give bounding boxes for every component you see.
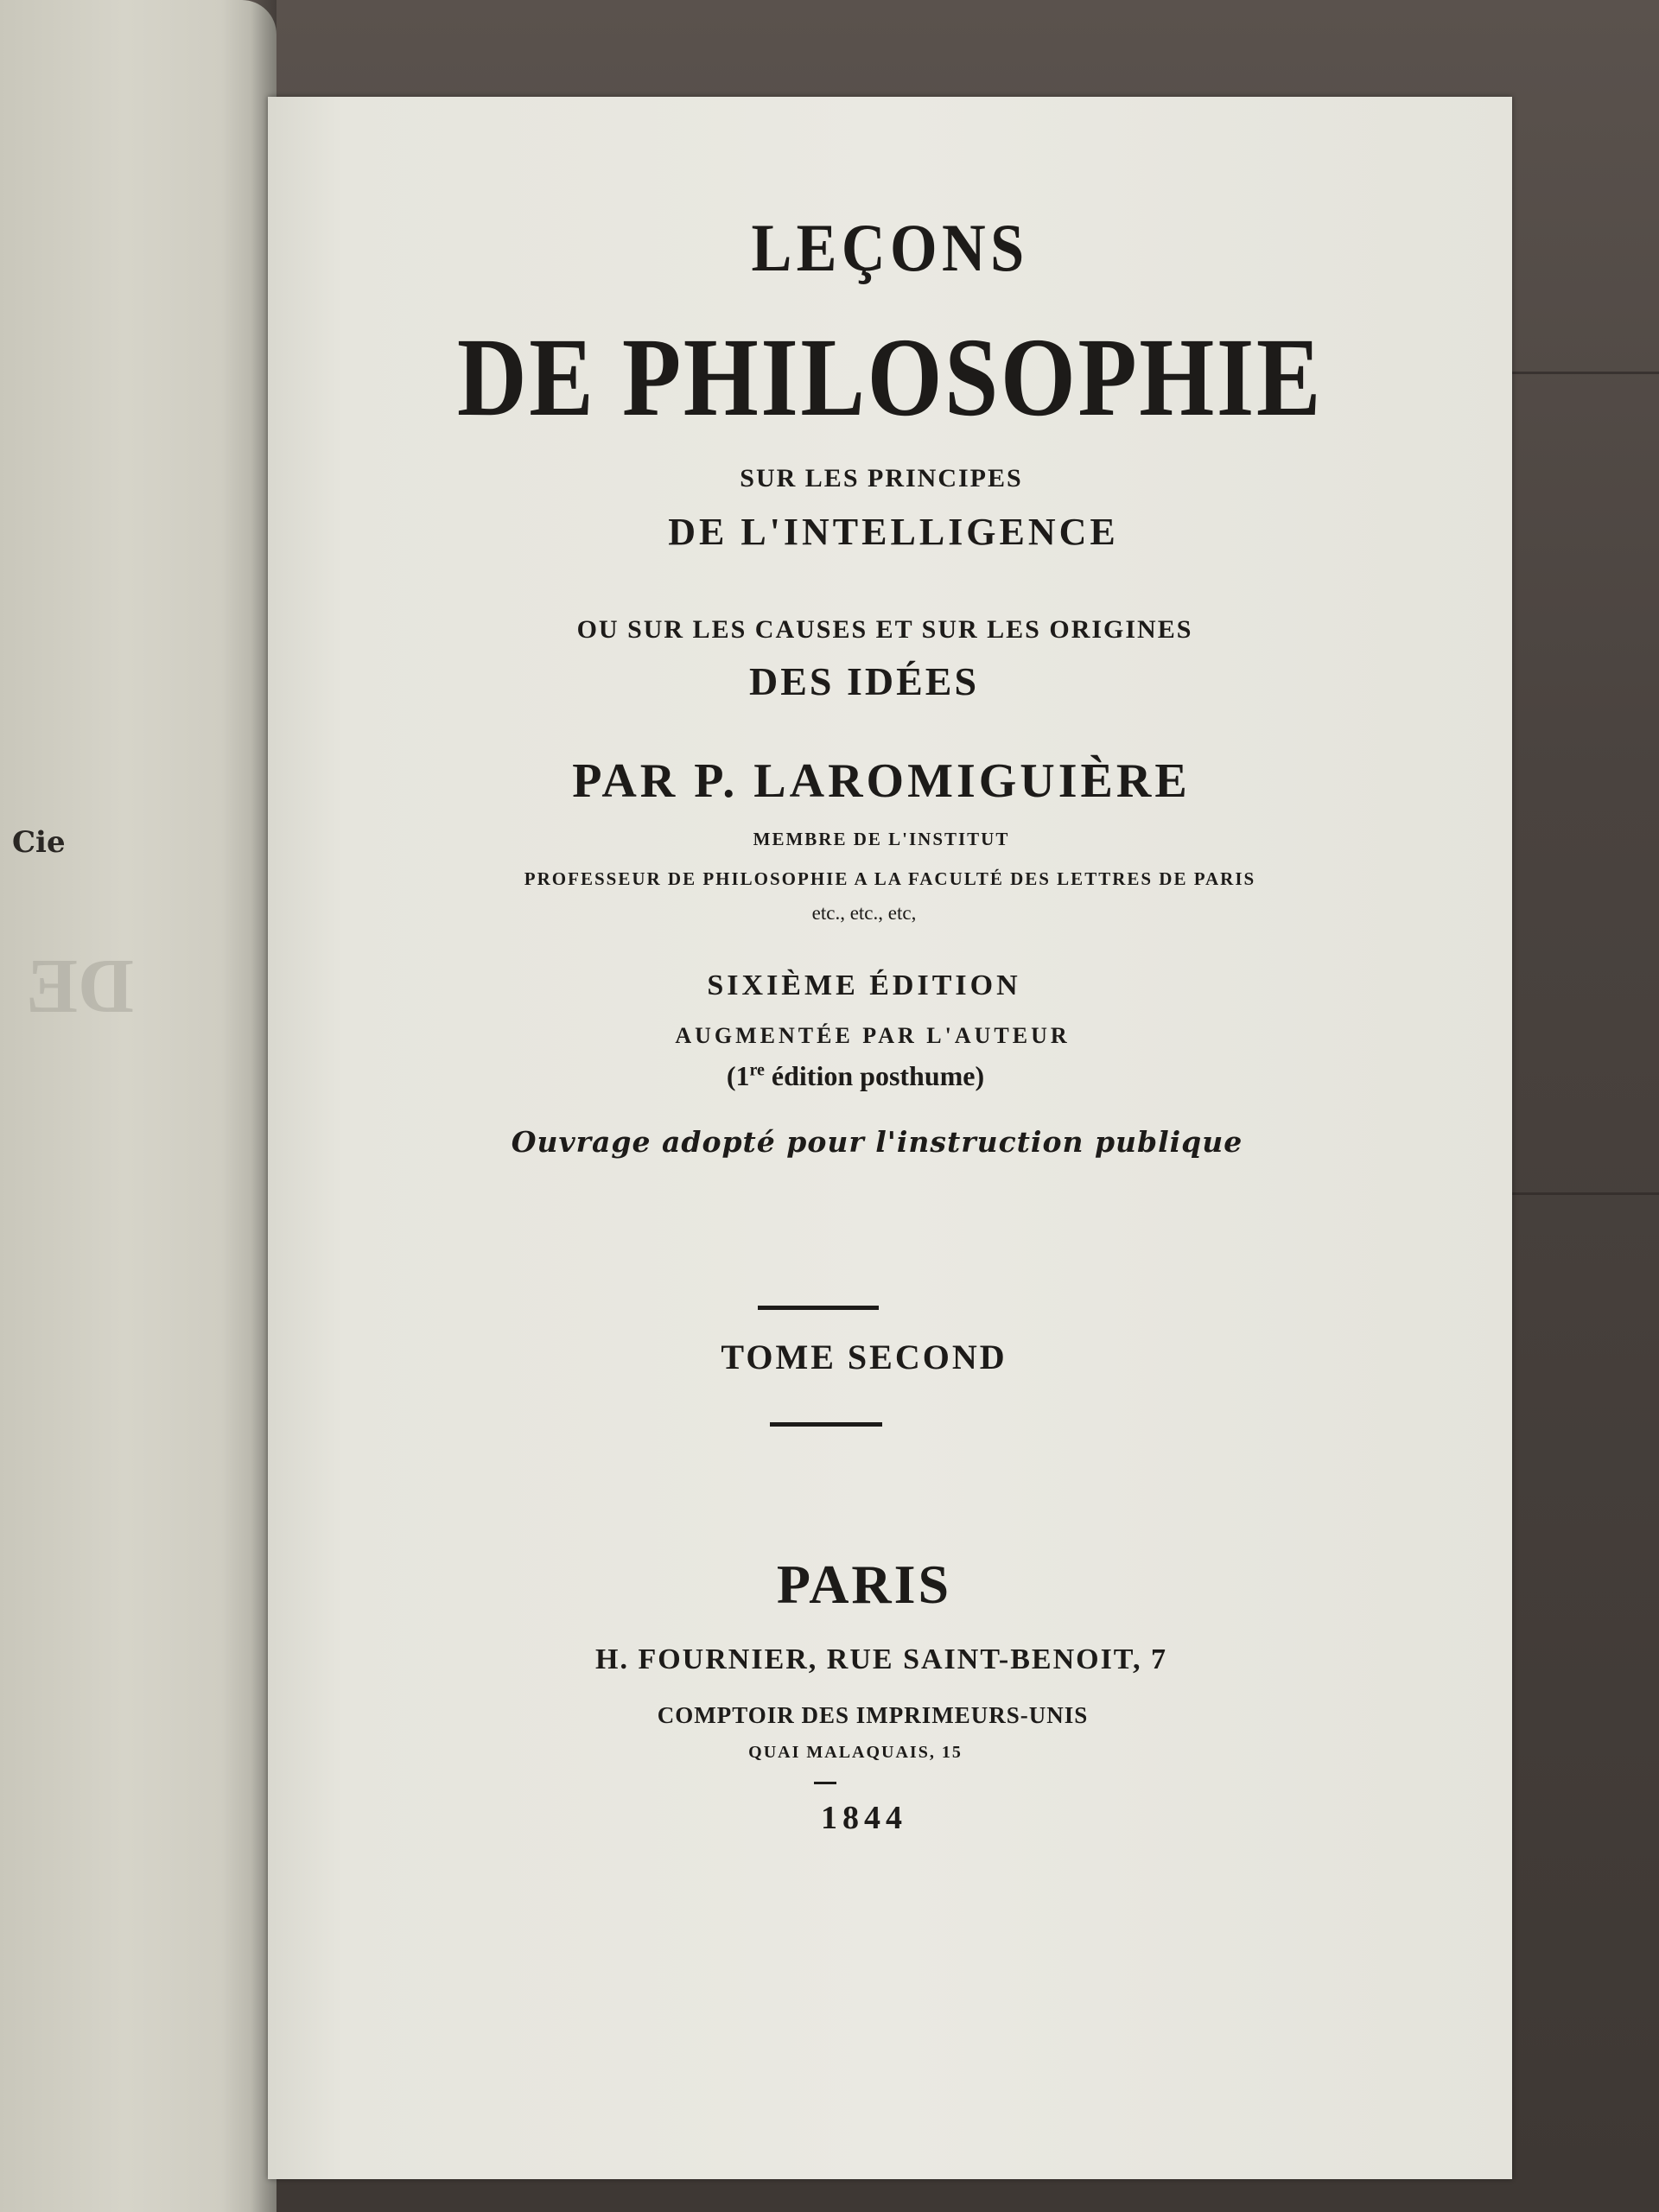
edition-note: AUGMENTÉE PAR L'AUTEUR <box>675 1023 1071 1048</box>
imprint-dash <box>814 1782 836 1784</box>
imprint-publisher: H. FOURNIER, RUE SAINT-BENOIT, 7 <box>595 1643 1167 1675</box>
title-page <box>268 97 1512 2179</box>
posthume-prefix: (1 <box>726 1060 750 1091</box>
subtitle-intelligence: DE L'INTELLIGENCE <box>668 511 1119 553</box>
subtitle-causes-origines: OU SUR LES CAUSES ET SUR LES ORIGINES <box>576 615 1193 644</box>
subtitle-sur-les-principes: SUR LES PRINCIPES <box>740 464 1023 493</box>
posthume-superscript: re <box>749 1060 765 1080</box>
edition-label: SIXIÈME ÉDITION <box>707 969 1021 1001</box>
imprint-distributor-address: QUAI MALAQUAIS, 15 <box>748 1743 963 1762</box>
left-page-ghost-text: DE <box>26 944 135 1029</box>
left-page-fragment: Cie <box>12 825 66 860</box>
imprint-year: 1844 <box>821 1800 907 1836</box>
title-line-lecons: LEÇONS <box>751 210 1029 285</box>
imprint-city: PARIS <box>776 1554 952 1615</box>
subtitle-des-idees: DES IDÉES <box>748 659 980 703</box>
imprint-distributor: COMPTOIR DES IMPRIMEURS-UNIS <box>657 1702 1089 1728</box>
author-role-membre: MEMBRE DE L'INSTITUT <box>753 829 1010 849</box>
divider-rule-bottom <box>770 1422 882 1427</box>
author-etc: etc., etc., etc, <box>811 902 917 924</box>
divider-rule-top <box>758 1306 879 1310</box>
volume-label: TOME SECOND <box>721 1338 1007 1376</box>
author-role-professeur: PROFESSEUR DE PHILOSOPHIE A LA FACULTÉ DES LETTRES DE PARIS <box>524 868 1256 889</box>
posthume-suffix: édition posthume) <box>764 1060 985 1091</box>
adoption-note: Ouvrage adopté pour l'instruction publique <box>511 1125 1243 1159</box>
desk-plank-seam <box>1503 1192 1659 1195</box>
author-name: PAR P. LAROMIGUIÈRE <box>572 754 1191 808</box>
left-page <box>0 0 276 2212</box>
title-line-philosophie: DE PHILOSOPHIE <box>456 315 1324 440</box>
desk-plank-seam <box>1503 372 1659 374</box>
posthumous-edition-note <box>233 1060 1478 1092</box>
